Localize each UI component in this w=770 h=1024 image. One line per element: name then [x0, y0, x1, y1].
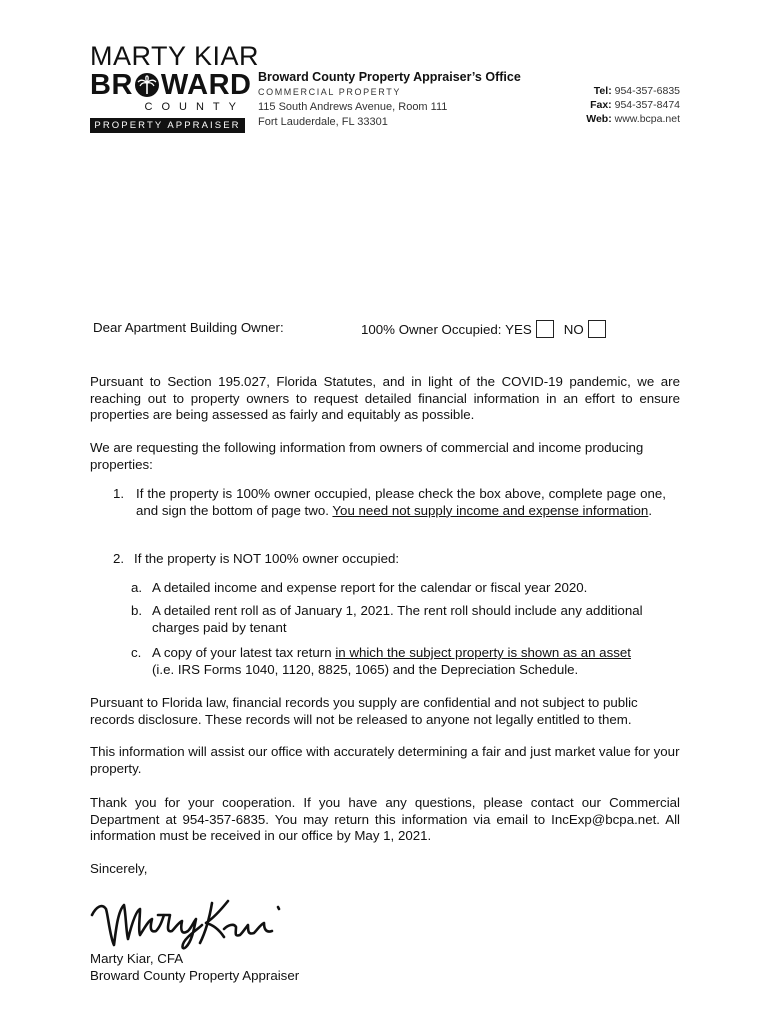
palm-seal-icon	[134, 72, 160, 98]
sub-c-letter: c.	[131, 645, 142, 660]
address-line-2: Fort Lauderdale, FL 33301	[258, 116, 388, 128]
signer-name: Marty Kiar, CFA	[90, 951, 184, 966]
logo	[90, 41, 260, 133]
web-label: Web:	[586, 113, 612, 125]
logo-broward	[90, 69, 252, 101]
contact-info	[586, 84, 680, 126]
logo-name: MARTY KIAR	[90, 41, 260, 71]
sub-b-letter: b.	[131, 603, 143, 618]
sub-c-text: A copy of your latest tax return	[152, 645, 332, 660]
paragraph-2: We are requesting the following information from owners of commercial and income producing properties:	[90, 440, 644, 472]
item-2-text: If the property is NOT 100% owner occupied:	[134, 551, 400, 566]
logo-county: COUNTY	[144, 101, 245, 113]
web-line	[586, 112, 680, 126]
sub-a-text: A detailed income and expense report for the calendar or fiscal year 2020.	[152, 580, 588, 595]
paragraph-4: This information will assist our office with accurately determining a fair and just market value for your property.	[90, 744, 680, 776]
signer-title: Broward County Property Appraiser	[90, 968, 300, 983]
item-1-text: If the property is 100% owner occupied, please check the box above, complete page one, and sign the bottom of page two.	[136, 486, 666, 518]
greeting: Dear Apartment Building Owner:	[93, 320, 284, 335]
web-value: www.bcpa.net	[614, 113, 680, 125]
item-1-end: .	[648, 502, 653, 518]
sub-c-underlined: in which the subject property is shown as an asset	[335, 645, 631, 660]
tel-value: 954-357-6835	[614, 85, 680, 97]
logo-property-appraiser-bar: PROPERTY APPRAISER	[90, 118, 245, 133]
signature-image	[88, 885, 288, 960]
sub-b-text: A detailed rent roll as of January 1, 2021. The rent roll should include any additional charges paid by tenant	[152, 603, 643, 635]
no-checkbox[interactable]	[588, 320, 606, 338]
paragraph-3: Pursuant to Florida law, financial records you supply are confidential and not subject to public records disclosure. These records will not be released to anyone not legally entitled to them.	[90, 695, 638, 727]
sub-c-line-2: (i.e. IRS Forms 1040, 1120, 8825, 1065) and the Depreciation Schedule.	[152, 661, 579, 677]
item-1	[136, 486, 666, 519]
item-2-number: 2.	[113, 551, 125, 566]
office-subtitle: COMMERCIAL PROPERTY	[258, 87, 401, 97]
owner-occupied-label: 100% Owner Occupied:	[361, 321, 502, 337]
fax-label: Fax:	[590, 99, 612, 111]
item-1-number: 1.	[113, 486, 125, 501]
address-line-1: 115 South Andrews Avenue, Room 111	[258, 101, 448, 113]
paragraph-5: Thank you for your cooperation. If you have any questions, please contact our Commercial Department at 954-357-6835. You may return this information via email to IncExp@bcpa.net. All information must be received in our office by May 1, 2021.	[90, 795, 680, 843]
logo-broward-left: BR	[90, 69, 133, 101]
yes-checkbox[interactable]	[536, 320, 554, 338]
logo-broward-right: WARD	[160, 69, 252, 101]
closing: Sincerely,	[90, 861, 148, 876]
fax-value: 954-357-8474	[614, 99, 680, 111]
tel-label: Tel:	[593, 85, 612, 97]
sub-a-letter: a.	[131, 580, 143, 595]
item-1-underlined: You need not supply income and expense information	[332, 502, 649, 518]
office-title: Broward County Property Appraiser’s Office	[258, 70, 521, 84]
sub-c	[152, 645, 682, 678]
owner-occupied-question	[361, 320, 616, 338]
tel-line	[586, 84, 680, 98]
yes-label: YES	[505, 321, 532, 337]
fax-line	[586, 98, 680, 112]
paragraph-1: Pursuant to Section 195.027, Florida Statutes, and in light of the COVID-19 pandemic, we are reaching out to property owners to request detailed financial information in an effort to ensure properties are being assessed as fairly and equitably as possible.	[90, 374, 680, 422]
no-label: NO	[563, 321, 584, 337]
office-address	[258, 70, 521, 130]
